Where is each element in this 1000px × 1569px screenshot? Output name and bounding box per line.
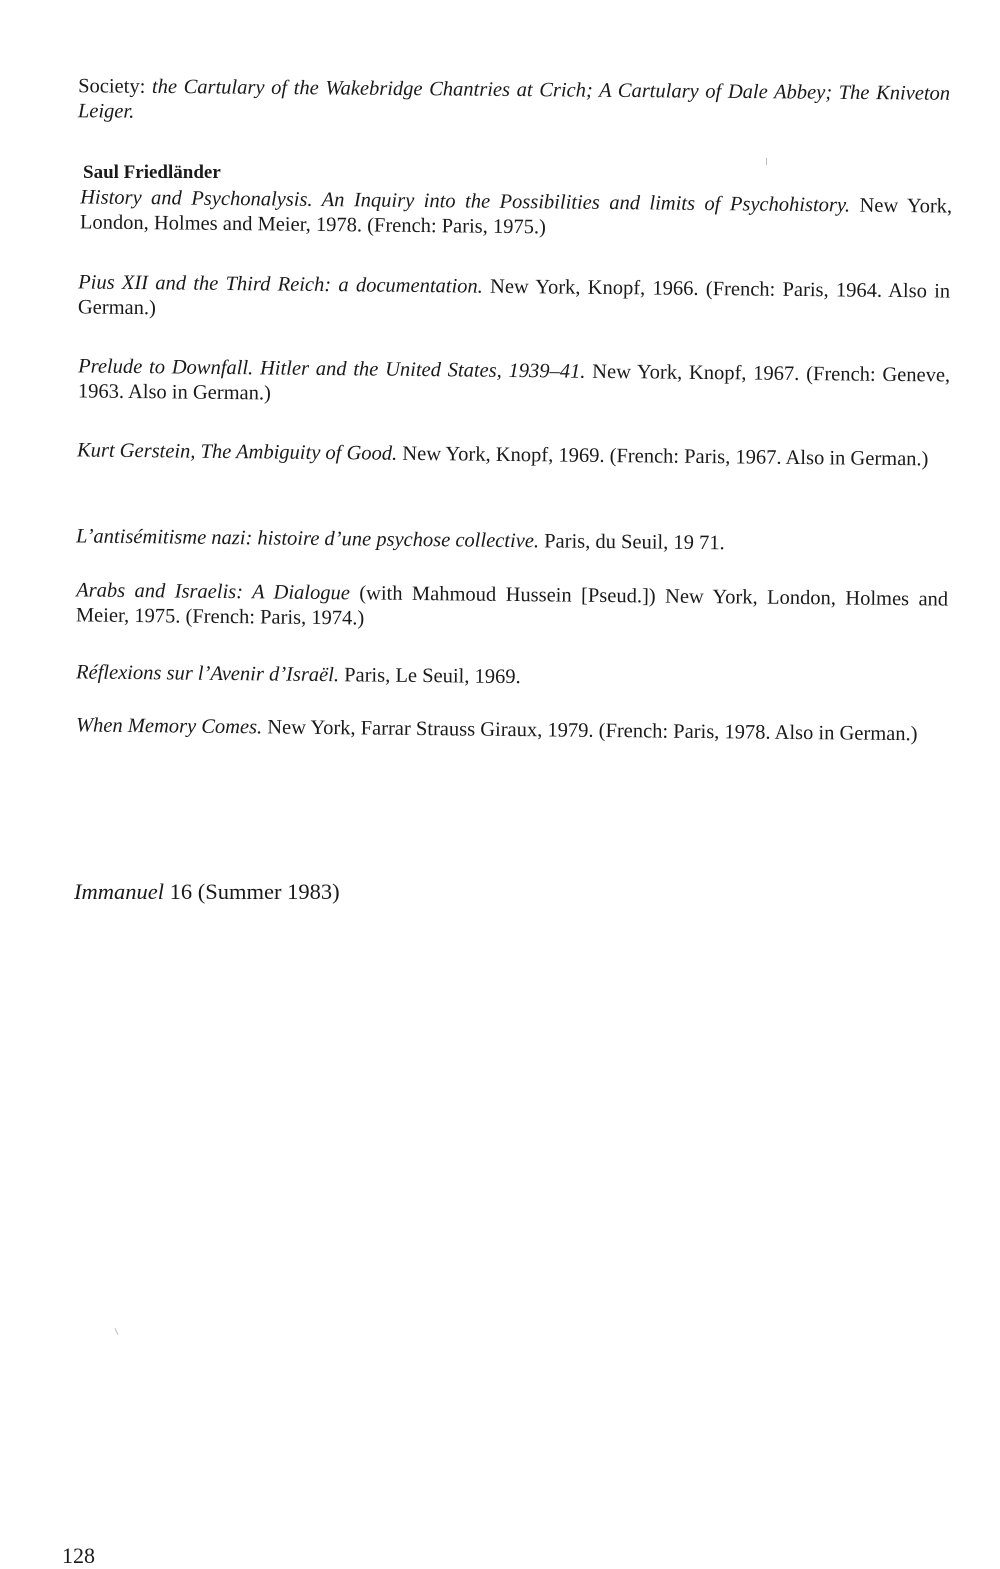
entry-title: Pius XII and the Third Reich: a documentation. — [78, 271, 483, 298]
entry-title: L’antisémitisme nazi: histoire d’une psychose collective. — [75, 525, 540, 553]
bibliography-entry — [78, 354, 950, 413]
bibliography-entry — [78, 270, 950, 329]
entry-titles: the Cartulary of the Wakebridge Chantries at Crich; A Cartulary of Dale Abbey; The Kniveton Leiger. — [77, 75, 951, 123]
bibliography-entry — [80, 185, 952, 244]
entry-title: History and Psychonalysis. An Inquiry into the Possibilities and limits of Psychohistory. — [80, 186, 851, 217]
author-heading: Saul Friedländer — [83, 162, 221, 183]
entry-prefix: Society: — [78, 75, 153, 98]
entry-title: Arabs and Israelis: A Dialogue — [76, 579, 351, 605]
bibliography-entry — [76, 660, 948, 694]
entry-details: (with Mahmoud Hussein [Pseud.]) New York, London, Holmes and Meier, 1975. (French: Paris, 1974.) — [75, 582, 949, 630]
bibliography-entry — [76, 713, 948, 747]
entry-details: Paris, du Seuil, 19 71. — [538, 530, 725, 555]
entry-title: Prelude to Downfall. Hitler and the United States, 1939–41. — [78, 355, 586, 383]
entry-details: New York, London, Holmes and Meier, 1978. (French: Paris, 1975.) — [79, 194, 953, 239]
entry-details: New York, Farrar Strauss Giraux, 1979. (French: Paris, 1978. Also in German.) — [262, 716, 918, 746]
journal-name: Immanuel — [74, 879, 164, 904]
bibliography-entry — [77, 438, 949, 472]
scan-speck — [766, 158, 767, 165]
journal-citation — [74, 879, 340, 904]
journal-issue: 16 (Summer 1983) — [163, 879, 340, 904]
entry-title: Kurt Gerstein, The Ambiguity of Good. — [76, 439, 398, 465]
entry-details: Paris, Le Seuil, 1969. — [338, 664, 521, 689]
scan-speck — [115, 1328, 119, 1335]
entry-title: Réflexions sur l’Avenir d’Israël. — [75, 661, 340, 687]
page-number: 128 — [62, 1543, 95, 1568]
entry-details: New York, Knopf, 1967. (French: Geneve, 1963. Also in German.) — [77, 360, 951, 405]
entry-details: New York, Knopf, 1969. (French: Paris, 1967. Also in German.) — [397, 442, 929, 471]
bibliography-entry — [76, 524, 948, 558]
bibliography-entry — [76, 578, 948, 637]
entry-title: When Memory Comes. — [75, 714, 263, 739]
continued-entry — [78, 74, 950, 132]
entry-details: New York, Knopf, 1966. (French: Paris, 1964. Also in German.) — [77, 275, 951, 320]
